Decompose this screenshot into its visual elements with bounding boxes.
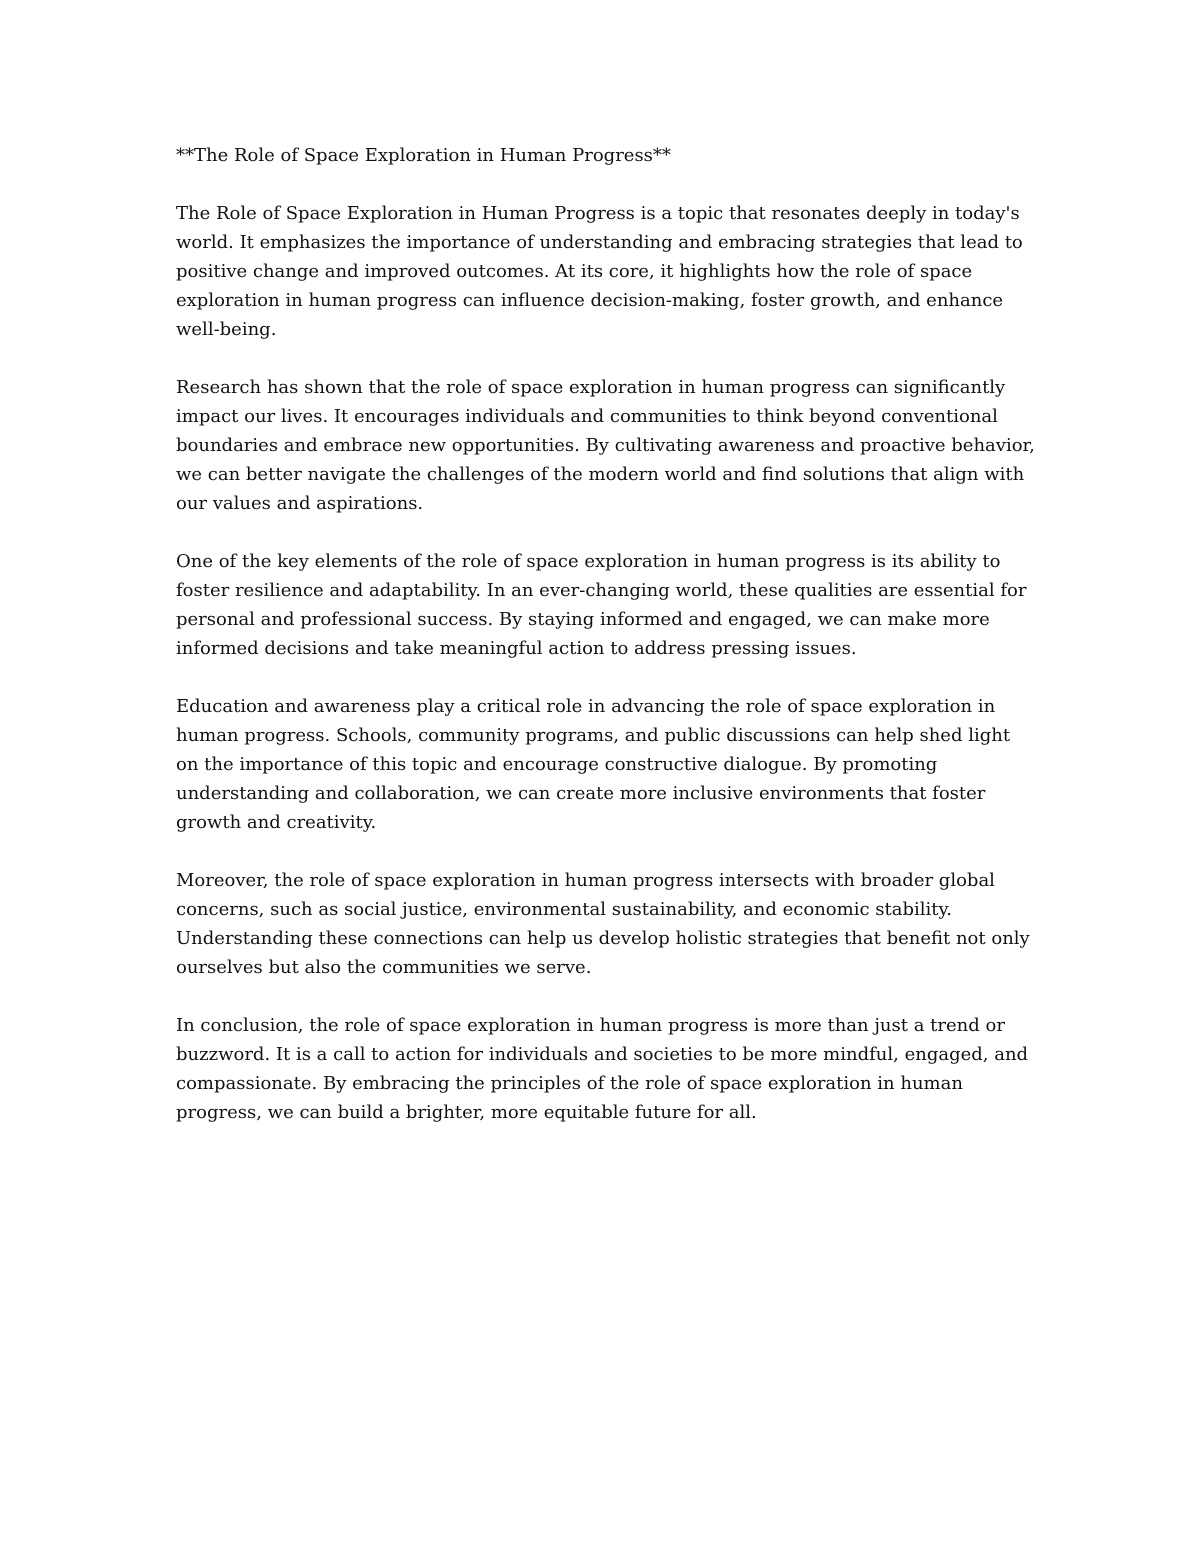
paragraph-key-elements: One of the key elements of the role of space exploration in human progress is its ability to foster resilience and adaptability. In an ever-changing world, these qualities are essential for personal and professional success. By staying informed and engaged, we can make more informed decisions and take meaningful action to address pressing issues. <box>176 551 1027 659</box>
paragraph-education: Education and awareness play a critical role in advancing the role of space exploration in human progress. Schools, community programs, and public discussions can help shed light on the importance of this topic and encourage constructive dialogue. By promoting understanding and collaboration, we can create more inclusive environments that foster growth and creativity. <box>176 696 1011 833</box>
paragraph-conclusion: In conclusion, the role of space exploration in human progress is more than just a trend or buzzword. It is a call to action for individuals and societies to be more mindful, engaged, and compassionate. By embracing the principles of the role of space exploration in human progress, we can build a brighter, more equitable future for all. <box>176 1015 1029 1123</box>
document-title: **The Role of Space Exploration in Human Progress** <box>176 145 671 166</box>
paragraph-intro: The Role of Space Exploration in Human Progress is a topic that resonates deeply in today's world. It emphasizes the importance of understanding and embracing strategies that lead to positive change and improved outcomes. At its core, it highlights how the role of space exploration in human progress can influence decision-making, foster growth, and enhance well-being. <box>176 203 1023 340</box>
paragraph-global-concerns: Moreover, the role of space exploration in human progress intersects with broader global concerns, such as social justice, environmental sustainability, and economic stability. Understanding these connections can help us develop holistic strategies that benefit not only ourselves but also the communities we serve. <box>176 870 1030 978</box>
paragraph-research: Research has shown that the role of space exploration in human progress can significantly impact our lives. It encourages individuals and communities to think beyond conventional boundaries and embrace new opportunities. By cultivating awareness and proactive behavior, we can better navigate the challenges of the modern world and find solutions that align with our values and aspirations. <box>176 377 1035 514</box>
document-body <box>176 141 1036 1156</box>
